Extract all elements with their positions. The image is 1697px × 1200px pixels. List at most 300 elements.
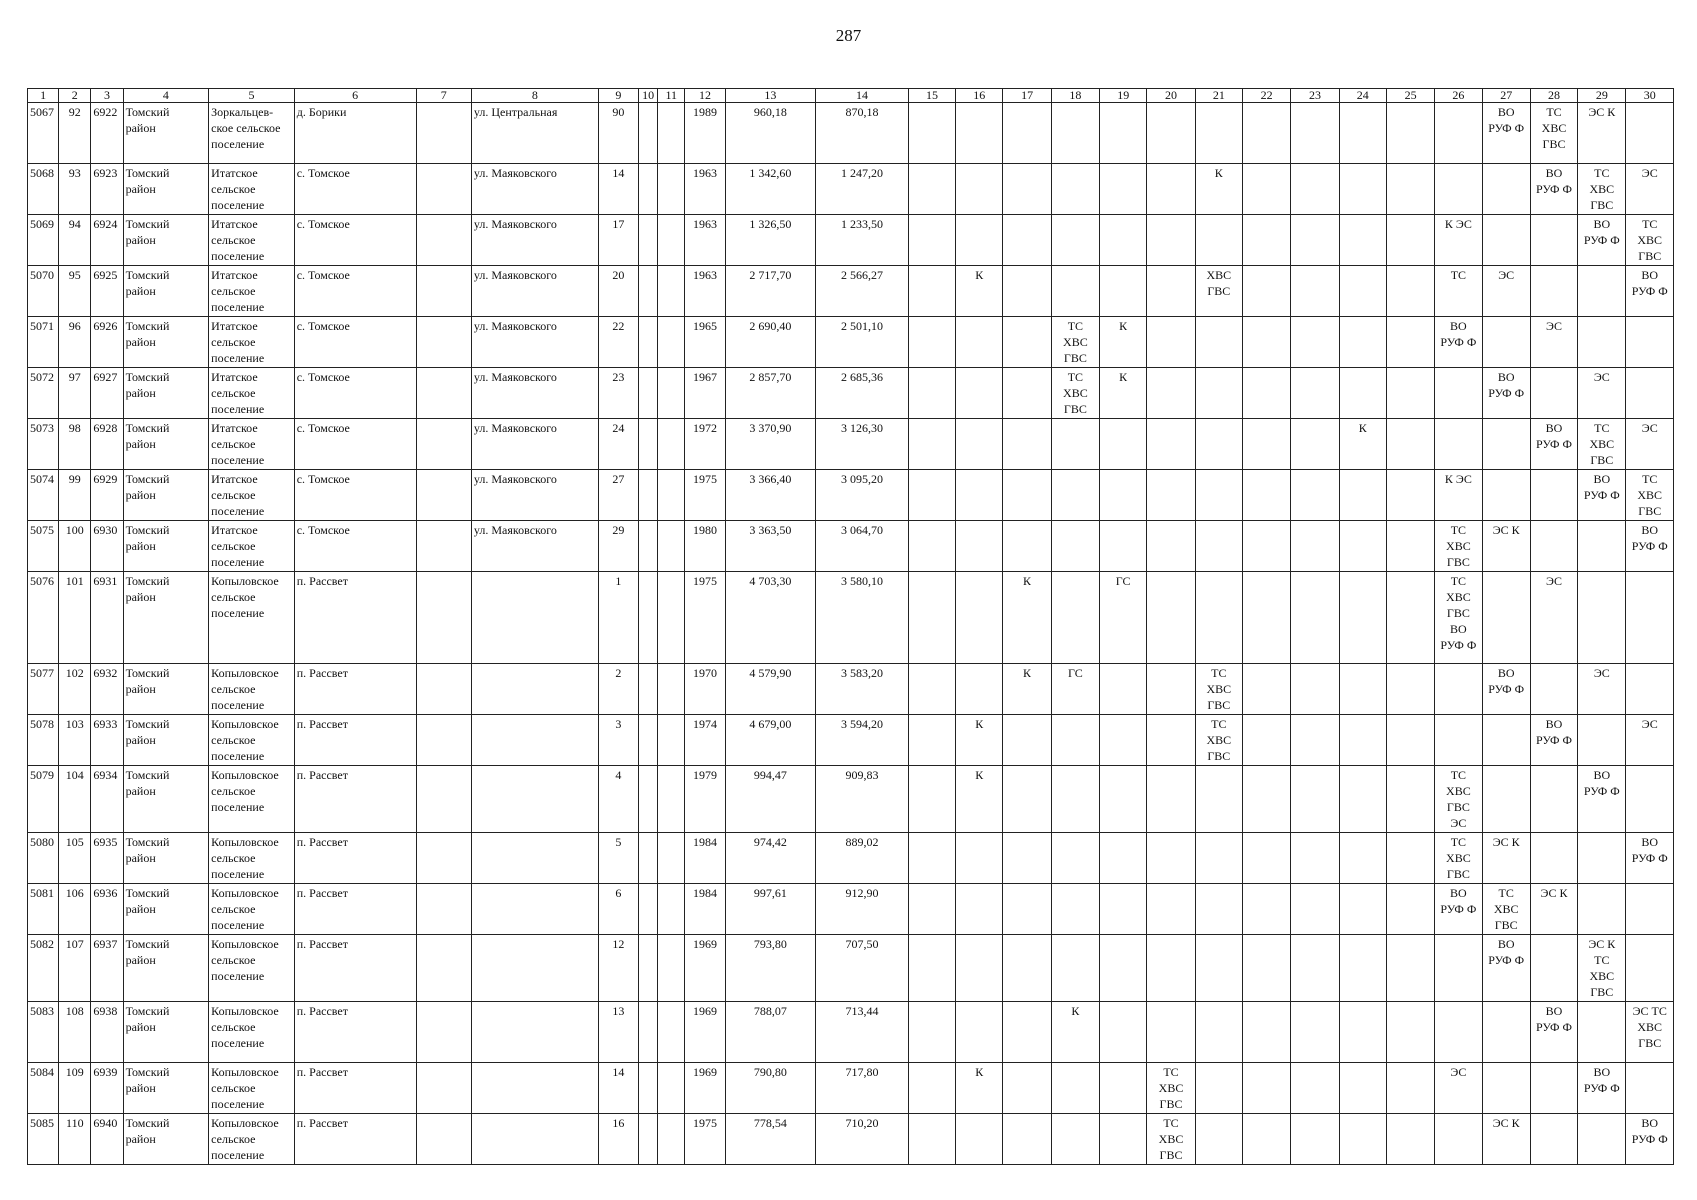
year-30-work-cell-line: РУФ Ф [1631,284,1668,298]
year-24-work-cell [1339,766,1386,833]
year-29-work-cell [1578,266,1626,317]
year-27-work-cell [1482,521,1530,572]
year-24-work-cell-line: К [1358,421,1367,435]
year-27-work-cell [1482,884,1530,935]
living-area-cell: 1 233,50 [816,215,909,266]
year-23-work-cell [1291,470,1339,521]
record-number-cell: 5073 [28,419,59,470]
column-10-cell [639,572,658,664]
year-18-work-cell [1051,572,1099,664]
total-area-cell: 997,61 [725,884,816,935]
settlement-cell-line: Копыловское [211,574,279,588]
year-20-work-cell [1147,1002,1195,1063]
column-header: 12 [685,89,725,103]
district-cell [123,884,209,935]
column-10-cell [639,470,658,521]
year-24-work-cell [1339,1063,1386,1114]
year-29-work-cell [1578,664,1626,715]
settlement-cell-line: сельское [211,902,256,916]
year-26-work-cell [1435,419,1482,470]
year-27-work-cell [1482,368,1530,419]
year-30-work-cell-line: ХВС [1637,233,1663,247]
district-cell-line: район [125,1020,156,1034]
street-cell [471,664,598,715]
code-cell: 6925 [91,266,123,317]
year-30-work-cell [1626,103,1674,164]
year-29-work-cell [1578,1002,1626,1063]
settlement-cell-line: поселение [211,969,265,983]
year-29-work-cell [1578,833,1626,884]
settlement-cell-line: ское сельское [211,121,281,135]
year-20-work-cell-line: ГВС [1159,1148,1183,1162]
year-21-work-cell [1195,766,1242,833]
year-24-work-cell [1339,317,1386,368]
year-28-work-cell [1530,833,1577,884]
column-11-cell [658,317,685,368]
year-28-work-cell-line: ВО [1545,717,1563,731]
year-17-work-cell [1003,935,1051,1002]
year-cell: 1965 [685,317,725,368]
year-30-work-cell-line: ВО [1641,523,1659,537]
total-area-cell: 1 342,60 [725,164,816,215]
settlement-cell-line: сельское [211,590,256,604]
locality-cell: д. Борики [294,103,416,164]
district-cell [123,419,209,470]
year-29-work-cell-line: ХВС [1589,182,1615,196]
column-7-cell [416,664,471,715]
year-15-work-cell [908,884,955,935]
year-20-work-cell [1147,215,1195,266]
code-cell: 6930 [91,521,123,572]
column-10-cell [639,164,658,215]
living-area-cell: 2 566,27 [816,266,909,317]
year-27-work-cell-line: ВО [1497,105,1515,119]
year-27-work-cell [1482,766,1530,833]
column-header: 20 [1147,89,1195,103]
code-cell: 6933 [91,715,123,766]
district-cell [123,664,209,715]
settlement-cell-line: поселение [211,453,265,467]
house-number-cell: 90 [598,103,638,164]
settlement-cell-line: Итатское [211,166,258,180]
column-header: 18 [1051,89,1099,103]
district-cell [123,1002,209,1063]
column-header: 30 [1626,89,1674,103]
year-26-work-cell [1435,470,1482,521]
living-area-cell: 870,18 [816,103,909,164]
year-26-work-cell-line: ХВС [1446,590,1471,604]
column-7-cell [416,164,471,215]
index-cell: 105 [59,833,91,884]
year-23-work-cell [1291,1063,1339,1114]
district-cell-line: Томский [125,886,170,900]
column-7-cell [416,766,471,833]
year-29-work-cell [1578,1114,1626,1165]
year-21-work-cell [1195,1063,1242,1114]
year-22-work-cell [1242,664,1290,715]
column-11-cell [658,470,685,521]
year-18-work-cell [1051,884,1099,935]
year-18-work-cell [1051,419,1099,470]
year-27-work-cell [1482,266,1530,317]
living-area-cell: 1 247,20 [816,164,909,215]
year-30-work-cell-line: ЭС [1641,166,1658,180]
column-10-cell [639,715,658,766]
year-29-work-cell-line: ТС [1594,421,1610,435]
year-17-work-cell [1003,1002,1051,1063]
year-19-work-cell-line: К [1119,370,1128,384]
year-30-work-cell-line: ВО [1641,268,1659,282]
year-21-work-cell [1195,572,1242,664]
street-cell: ул. Маяковского [471,419,598,470]
house-number-cell: 1 [598,572,638,664]
year-23-work-cell [1291,935,1339,1002]
year-20-work-cell [1147,521,1195,572]
year-17-work-cell [1003,266,1051,317]
locality-cell: п. Рассвет [294,572,416,664]
column-10-cell [639,368,658,419]
index-cell: 100 [59,521,91,572]
district-cell-line: Томский [125,574,170,588]
year-18-work-cell-line: ГВС [1063,402,1087,416]
year-17-work-cell [1003,103,1051,164]
record-number-cell: 5079 [28,766,59,833]
year-28-work-cell [1530,935,1577,1002]
year-28-work-cell-line: ЭС К [1540,886,1568,900]
column-7-cell [416,1114,471,1165]
year-15-work-cell [908,1002,955,1063]
code-cell: 6922 [91,103,123,164]
column-7-cell [416,521,471,572]
year-20-work-cell [1147,1114,1195,1165]
record-number-cell: 5081 [28,884,59,935]
district-cell-line: район [125,182,156,196]
year-26-work-cell-line: ГВС [1446,867,1470,881]
year-cell: 1969 [685,935,725,1002]
column-7-cell [416,266,471,317]
settlement-cell [209,1063,295,1114]
year-29-work-cell-line: РУФ Ф [1583,1081,1620,1095]
year-25-work-cell [1386,1002,1434,1063]
house-number-cell: 29 [598,521,638,572]
column-10-cell [639,1002,658,1063]
street-cell: ул. Маяковского [471,164,598,215]
year-16-work-cell-line: К [975,768,984,782]
year-15-work-cell [908,164,955,215]
year-18-work-cell-line: ТС [1067,319,1084,333]
year-23-work-cell [1291,664,1339,715]
year-26-work-cell-line: К ЭС [1444,472,1472,486]
house-number-cell: 24 [598,419,638,470]
district-cell-line: Томский [125,1116,170,1130]
year-19-work-cell [1100,266,1147,317]
total-area-cell: 793,80 [725,935,816,1002]
year-27-work-cell [1482,419,1530,470]
year-27-work-cell [1482,1002,1530,1063]
locality-cell: с. Томское [294,317,416,368]
year-26-work-cell [1435,1002,1482,1063]
district-cell-line: район [125,851,156,865]
street-cell [471,572,598,664]
year-20-work-cell [1147,266,1195,317]
year-cell: 1963 [685,215,725,266]
year-cell: 1984 [685,833,725,884]
year-29-work-cell [1578,164,1626,215]
year-17-work-cell [1003,317,1051,368]
code-cell: 6928 [91,419,123,470]
year-27-work-cell [1482,215,1530,266]
settlement-cell-line: сельское [211,284,256,298]
year-27-work-cell-line: ВО [1497,666,1515,680]
house-number-cell: 4 [598,766,638,833]
year-18-work-cell [1051,1114,1099,1165]
year-29-work-cell-line: ХВС [1589,437,1615,451]
year-28-work-cell [1530,572,1577,664]
year-27-work-cell-line: ВО [1497,370,1515,384]
table-row [28,884,1674,935]
settlement-cell [209,833,295,884]
year-29-work-cell [1578,884,1626,935]
record-number-cell: 5067 [28,103,59,164]
year-20-work-cell [1147,470,1195,521]
year-17-work-cell-line: К [1023,574,1032,588]
settlement-cell-line: Итатское [211,472,258,486]
year-15-work-cell [908,215,955,266]
year-20-work-cell [1147,935,1195,1002]
living-area-cell: 3 064,70 [816,521,909,572]
year-cell: 1979 [685,766,725,833]
living-area-cell: 2 685,36 [816,368,909,419]
year-28-work-cell [1530,664,1577,715]
year-29-work-cell [1578,935,1626,1002]
year-29-work-cell-line: ТС [1594,166,1610,180]
year-15-work-cell [908,368,955,419]
settlement-cell [209,164,295,215]
column-header: 25 [1386,89,1434,103]
year-17-work-cell [1003,470,1051,521]
living-area-cell: 713,44 [816,1002,909,1063]
total-area-cell: 3 370,90 [725,419,816,470]
column-header: 9 [598,89,638,103]
year-19-work-cell [1100,766,1147,833]
year-18-work-cell [1051,935,1099,1002]
year-26-work-cell-line: РУФ Ф [1440,902,1477,916]
record-number-cell: 5078 [28,715,59,766]
code-cell: 6937 [91,935,123,1002]
year-25-work-cell [1386,664,1434,715]
year-16-work-cell-line: К [975,268,984,282]
year-17-work-cell [1003,215,1051,266]
settlement-cell-line: Итатское [211,319,258,333]
column-7-cell [416,572,471,664]
year-27-work-cell-line: РУФ Ф [1488,386,1525,400]
year-16-work-cell [956,935,1003,1002]
year-22-work-cell [1242,833,1290,884]
year-29-work-cell [1578,317,1626,368]
total-area-cell: 2 717,70 [725,266,816,317]
year-21-work-cell [1195,1114,1242,1165]
year-29-work-cell [1578,470,1626,521]
index-cell: 106 [59,884,91,935]
district-cell-line: Томский [125,835,170,849]
column-10-cell [639,935,658,1002]
column-header: 17 [1003,89,1051,103]
house-number-cell: 2 [598,664,638,715]
year-17-work-cell [1003,833,1051,884]
living-area-cell: 3 126,30 [816,419,909,470]
record-number-cell: 5074 [28,470,59,521]
year-25-work-cell [1386,266,1434,317]
code-cell: 6926 [91,317,123,368]
year-22-work-cell [1242,935,1290,1002]
year-27-work-cell [1482,164,1530,215]
living-area-cell: 3 583,20 [816,664,909,715]
locality-cell: с. Томское [294,215,416,266]
year-30-work-cell [1626,1114,1674,1165]
locality-cell: п. Рассвет [294,1114,416,1165]
code-cell: 6927 [91,368,123,419]
year-28-work-cell-line: РУФ Ф [1536,182,1572,196]
column-header: 27 [1482,89,1530,103]
settlement-cell [209,266,295,317]
year-21-work-cell [1195,884,1242,935]
year-16-work-cell [956,715,1003,766]
year-23-work-cell [1291,833,1339,884]
settlement-cell [209,521,295,572]
record-number-cell: 5072 [28,368,59,419]
year-22-work-cell [1242,470,1290,521]
year-25-work-cell [1386,572,1434,664]
year-21-work-cell-line: ХВС [1206,268,1232,282]
year-22-work-cell [1242,215,1290,266]
locality-cell: п. Рассвет [294,935,416,1002]
year-15-work-cell [908,935,955,1002]
year-19-work-cell [1100,1063,1147,1114]
settlement-cell-line: поселение [211,198,265,212]
locality-cell: п. Рассвет [294,715,416,766]
year-29-work-cell [1578,419,1626,470]
column-11-cell [658,1114,685,1165]
total-area-cell: 2 857,70 [725,368,816,419]
year-26-work-cell [1435,317,1482,368]
table-row [28,521,1674,572]
year-26-work-cell [1435,715,1482,766]
record-number-cell: 5075 [28,521,59,572]
living-area-cell: 889,02 [816,833,909,884]
settlement-cell-line: сельское [211,733,256,747]
street-cell: ул. Маяковского [471,368,598,419]
settlement-cell [209,470,295,521]
district-cell-line: район [125,284,156,298]
column-7-cell [416,419,471,470]
living-area-cell: 3 580,10 [816,572,909,664]
settlement-cell-line: сельское [211,233,256,247]
year-18-work-cell-line: ХВС [1063,386,1088,400]
year-30-work-cell-line: РУФ Ф [1631,1132,1668,1146]
total-area-cell: 4 579,90 [725,664,816,715]
settlement-cell-line: поселение [211,1036,265,1050]
year-cell: 1975 [685,470,725,521]
year-29-work-cell-line: ГВС [1590,453,1614,467]
year-26-work-cell-line: РУФ Ф [1440,638,1477,652]
year-15-work-cell [908,317,955,368]
year-30-work-cell [1626,715,1674,766]
house-number-cell: 5 [598,833,638,884]
year-17-work-cell [1003,715,1051,766]
year-22-work-cell [1242,521,1290,572]
code-cell: 6939 [91,1063,123,1114]
house-number-cell: 23 [598,368,638,419]
column-10-cell [639,664,658,715]
settlement-cell-line: Итатское [211,421,258,435]
column-header: 26 [1435,89,1482,103]
year-28-work-cell [1530,215,1577,266]
year-15-work-cell [908,1063,955,1114]
year-21-work-cell-line: ГВС [1207,698,1231,712]
column-7-cell [416,715,471,766]
settlement-cell-line: поселение [211,249,265,263]
year-29-work-cell [1578,572,1626,664]
year-18-work-cell [1051,664,1099,715]
district-cell [123,266,209,317]
year-29-work-cell [1578,103,1626,164]
year-30-work-cell-line: ГВС [1638,1036,1662,1050]
table-row [28,368,1674,419]
district-cell-line: Томский [125,370,170,384]
settlement-cell-line: поселение [211,1097,265,1111]
year-23-work-cell [1291,521,1339,572]
house-number-cell: 27 [598,470,638,521]
year-29-work-cell-line: РУФ Ф [1583,784,1620,798]
year-28-work-cell-line: ТС [1546,105,1562,119]
column-11-cell [658,1063,685,1114]
year-28-work-cell [1530,1114,1577,1165]
year-22-work-cell [1242,1002,1290,1063]
record-number-cell: 5080 [28,833,59,884]
year-16-work-cell [956,215,1003,266]
year-29-work-cell-line: ВО [1593,768,1611,782]
year-18-work-cell [1051,215,1099,266]
year-26-work-cell [1435,266,1482,317]
column-11-cell [658,715,685,766]
year-19-work-cell-line: К [1119,319,1128,333]
locality-cell: с. Томское [294,266,416,317]
year-26-work-cell-line: ВО [1450,886,1467,900]
settlement-cell [209,572,295,664]
total-area-cell: 3 363,50 [725,521,816,572]
table-row [28,572,1674,664]
street-cell: ул. Маяковского [471,266,598,317]
year-20-work-cell [1147,572,1195,664]
column-7-cell [416,317,471,368]
year-28-work-cell [1530,470,1577,521]
year-18-work-cell-line: ГС [1067,666,1083,680]
street-cell [471,935,598,1002]
table-body [28,103,1674,1165]
year-26-work-cell-line: РУФ Ф [1440,335,1477,349]
year-24-work-cell [1339,572,1386,664]
year-26-work-cell-line: ГВС [1446,555,1470,569]
code-cell: 6936 [91,884,123,935]
year-30-work-cell [1626,368,1674,419]
year-17-work-cell [1003,1063,1051,1114]
column-10-cell [639,266,658,317]
year-21-work-cell-line: ГВС [1207,284,1231,298]
settlement-cell-line: Итатское [211,370,258,384]
year-26-work-cell-line: ГВС [1446,800,1470,814]
index-cell: 95 [59,266,91,317]
year-26-work-cell-line: ГВС [1446,606,1470,620]
